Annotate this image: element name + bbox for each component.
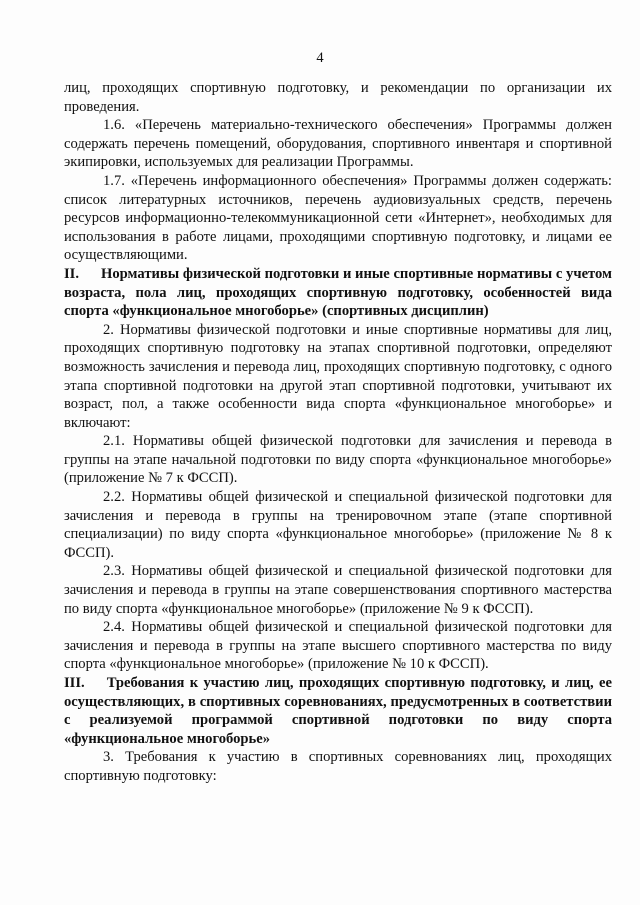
section-heading-2 — [64, 265, 612, 321]
paragraph-2-1: 2.1. Нормативы общей физической подготовки для зачисления и перевода в группы на этапе начальной подготовки по виду спорта «функциональное многоборье» (приложение № 7 к ФССП). — [64, 433, 612, 487]
paragraph-2-4: 2.4. Нормативы общей физической и специальной физической подготовки для зачисления и перевода в группы на этапе высшего спортивного мастерства по виду спорта «функциональное многоборье» (приложение № 10 к ФССП). — [64, 619, 612, 673]
section-title-2: Нормативы физической подготовки и иные спортивные нормативы с учетом возраста, пола лиц, проходящих спортивную подготовку, особенностей вида спорта «функциональное многоборье» (спортивных дисциплин) — [64, 265, 612, 320]
paragraph-2-3: 2.3. Нормативы общей физической и специальной физической подготовки для зачисления и перевода в группы на этапе совершенствования спортивного мастерства по виду спорта «функциональное многоборье» (приложение № 9 к ФССП). — [64, 563, 612, 617]
page-number: 4 — [316, 50, 324, 66]
paragraph-3: 3. Требования к участию в спортивных соревнованиях лиц, проходящих спортивную подготовку: — [64, 749, 612, 784]
section-number-2: II. — [64, 265, 80, 282]
section-number-3: III. — [64, 675, 85, 691]
paragraph-2-2: 2.2. Нормативы общей физической и специальной физической подготовки для зачисления и перевода в группы на тренировочном этапе (этапе спортивной специализации) по виду спорта «функциональное многоборье» (приложение № 8 к ФССП). — [64, 489, 612, 561]
paragraph-1-6: 1.6. «Перечень материально-технического обеспечения» Программы должен содержать перечень помещений, оборудования, спортивного инвентаря и спортивной экипировки, используемых для реализации Программы. — [64, 117, 612, 171]
paragraph-continuation: лиц, проходящих спортивную подготовку, и рекомендации по организации их проведения. — [64, 80, 612, 115]
section-heading-3 — [64, 674, 612, 748]
section-title-3: Требования к участию лиц, проходящих спортивную подготовку, и лиц, ее осуществляющих, в спортивных соревнованиях, предусмотренных в соответствии с реализуемой программой спортивной подготовки по виду спорта «функциональное многоборье» — [64, 675, 612, 747]
paragraph-1-7: 1.7. «Перечень информационного обеспечения» Программы должен содержать: список литературных источников, перечень аудиовизуальных средств, перечень ресурсов информационно-телекоммуникационной сети «Интернет», необходимых для использования в работе лицами, проходящими спортивную подготовку, и лицами ее осуществляющими. — [64, 172, 612, 264]
document-body — [64, 79, 612, 786]
paragraph-2: 2. Нормативы физической подготовки и иные спортивные нормативы для лиц, проходящих спортивную подготовку на этапах спортивной подготовки, определяют возможность зачисления и перевода лиц, проходящих спортивную подготовку, с одного этапа спортивной подготовки на другой этап спортивной подготовки, учитывают их возраст, пол, а также особенности вида спорта «функциональное многоборье» и включают: — [64, 321, 612, 431]
